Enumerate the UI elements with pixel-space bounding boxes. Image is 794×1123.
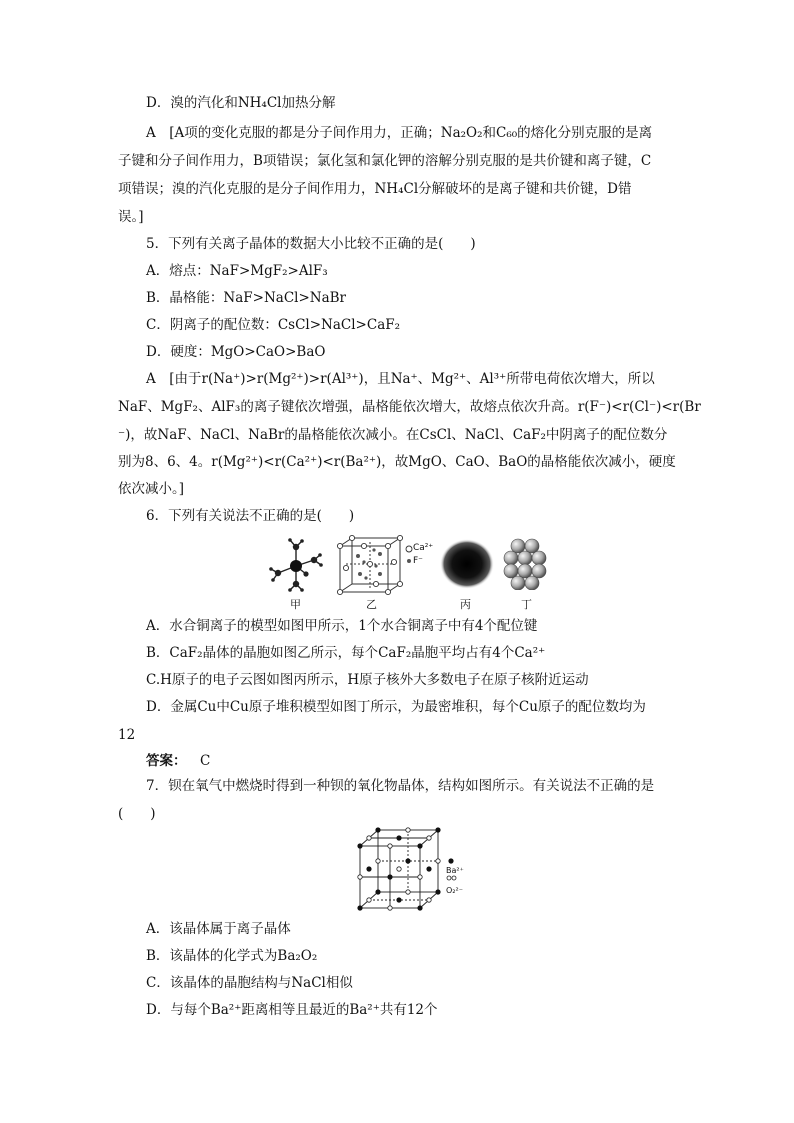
- q5-answer-line: 别为8、6、4。r(Mg²⁺)<r(Ca²⁺)<r(Ba²⁺)，故MgO、CaO、BaO的晶格能依次减小，硬度: [118, 454, 676, 470]
- q6-stem: 6．下列有关说法不正确的是( ): [146, 508, 355, 524]
- q7-option-b: B．该晶体的化学式为Ba₂O₂: [146, 948, 318, 964]
- q6-option-c: C.H原子的电子云图如图丙所示，H原子核外大多数电子在原子核附近运动: [146, 672, 589, 688]
- q6-option-d: D．金属Cu中Cu原子堆积模型如图丁所示，为最密堆积，每个Cu原子的配位数均为: [146, 699, 646, 715]
- q6-answer-label: 答案：: [146, 753, 187, 769]
- q7-option-c: C．该晶体的晶胞结构与NaCl相似: [146, 975, 353, 991]
- q5-answer-line: 依次减小。]: [118, 481, 185, 497]
- q4-answer-line: 误。]: [118, 209, 144, 225]
- q6-answer-value: C: [200, 753, 211, 769]
- q4-option-d: D．溴的汽化和NH₄Cl加热分解: [146, 95, 336, 111]
- legend-f-ion: F⁻: [413, 556, 423, 566]
- q7-legend-ba-ion: Ba²⁺: [446, 866, 464, 875]
- q5-answer-line: A [由于r(Na⁺)>r(Mg²⁺)>r(Al³⁺)，且Na⁺、Mg²⁺、Al³⁺所带电荷依次增大，所以: [146, 371, 655, 387]
- q5-option-b: B．晶格能：NaF>NaCl>NaBr: [146, 290, 347, 306]
- figure-ding-close-packing: [500, 538, 550, 590]
- q5-option-d: D．硬度：MgO>CaO>BaO: [146, 344, 326, 360]
- figure-label-ding: 丁: [521, 598, 532, 611]
- figure-bao2-crystal-structure: [356, 826, 444, 912]
- figure-label-yi: 乙: [366, 598, 377, 611]
- q7-option-d: D．与每个Ba²⁺距离相等且最近的Ba²⁺共有12个: [146, 1002, 438, 1018]
- legend-ca-ion: Ca²⁺: [413, 543, 434, 553]
- q5-answer-line: ⁻)，故NaF、NaCl、NaBr的晶格能依次减小。在CsCl、NaCl、CaF₂中阴离子的配位数分: [118, 427, 668, 443]
- q7-legend-peroxide-ion: O₂²⁻: [446, 886, 463, 895]
- q7-option-a: A．该晶体属于离子晶体: [146, 921, 291, 937]
- figure-bing-electron-cloud: [438, 537, 496, 591]
- figure-yi-caf2-unit-cell: [336, 534, 406, 596]
- q5-option-a: A．熔点：NaF>MgF₂>AlF₃: [146, 263, 328, 279]
- figure-jia-hydrated-copper-model: [266, 536, 324, 594]
- q5-stem: 5．下列有关离子晶体的数据大小比较不正确的是( ): [146, 236, 476, 252]
- figure-label-jia: 甲: [290, 598, 301, 611]
- q7-stem-continued: ( ): [118, 806, 156, 822]
- q6-option-d-continued: 12: [118, 727, 136, 743]
- q4-answer-line: 项错误；溴的汽化克服的是分子间作用力，NH₄Cl分解破坏的是离子键和共价键，D错: [118, 181, 632, 197]
- q7-stem: 7．钡在氧气中燃烧时得到一种钡的氧化物晶体，结构如图所示。有关说法不正确的是: [146, 778, 655, 794]
- q6-option-a: A．水合铜离子的模型如图甲所示，1个水合铜离子中有4个配位键: [146, 618, 538, 634]
- q5-option-c: C．阴离子的配位数：CsCl>NaCl>CaF₂: [146, 317, 401, 333]
- figure-label-bing: 丙: [460, 598, 471, 611]
- q5-answer-line: NaF、MgF₂、AlF₃的离子键依次增强，晶格能依次增大，故熔点依次升高。r(F⁻)<r(Cl⁻)<r(Br: [118, 399, 701, 415]
- q6-option-b: B．CaF₂晶体的晶胞如图乙所示，每个CaF₂晶胞平均占有4个Ca²⁺: [146, 645, 546, 661]
- q4-answer-line: A [A项的变化克服的都是分子间作用力，正确；Na₂O₂和C₆₀的熔化分别克服的是离: [146, 125, 653, 141]
- q4-answer-line: 子键和分子间作用力，B项错误；氯化氢和氯化钾的溶解分别克服的是共价键和离子键，C: [118, 153, 652, 169]
